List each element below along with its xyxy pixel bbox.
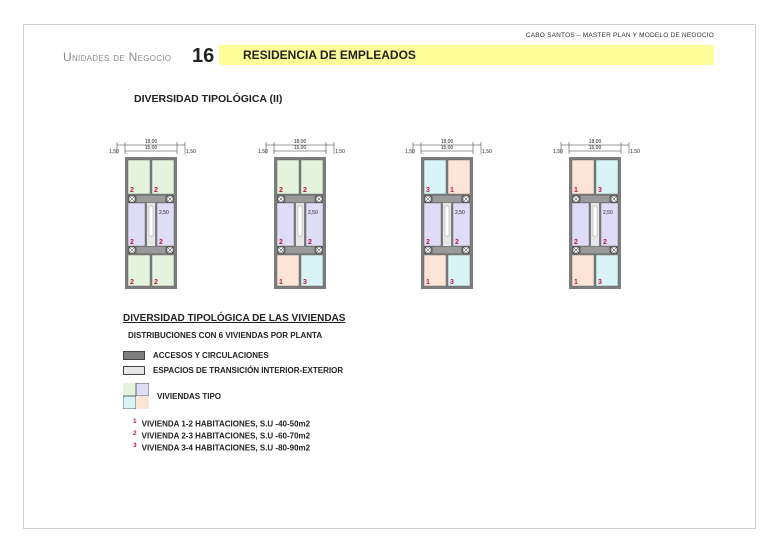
vivienda-type-marker: 1 xyxy=(574,187,578,194)
vivienda-type-3-marker: 3 xyxy=(133,442,137,449)
dimension-side-left: 1,50 xyxy=(258,149,268,155)
patio xyxy=(298,206,302,236)
patio xyxy=(149,206,153,236)
vivienda-type-marker: 3 xyxy=(426,187,430,194)
dimension-inner: 15,00 xyxy=(588,145,602,151)
vivienda-type-marker: 1 xyxy=(450,187,454,194)
dimension-total: 18,00 xyxy=(588,139,602,145)
accesos-swatch xyxy=(123,351,145,360)
vivienda-type-marker: 2 xyxy=(130,239,134,246)
dimension-inner: 15,00 xyxy=(440,145,454,151)
vivienda-type-marker: 2 xyxy=(279,239,283,246)
floor-plan-2 xyxy=(258,139,345,289)
vivienda-type-marker: 3 xyxy=(598,187,602,194)
vivienda-type-marker: 1 xyxy=(426,279,430,286)
vivienda-type-marker: 2 xyxy=(154,187,158,194)
vivienda-type-marker: 2 xyxy=(279,187,283,194)
dimension-core: 2,50 xyxy=(308,210,318,216)
diagram-subtitle: DIVERSIDAD TIPOLÓGICA (II) xyxy=(134,93,283,105)
access-circulation xyxy=(581,196,609,202)
document-title: CABO SANTOS – MASTER PLAN Y MODELO DE NEGOCIO xyxy=(525,32,714,39)
vivienda-type-marker: 2 xyxy=(603,239,607,246)
dimension-core: 2,50 xyxy=(455,210,465,216)
legend-subheading: DISTRIBUCIONES CON 6 VIVIENDAS POR PLANTA xyxy=(128,331,323,340)
floor-plan-1 xyxy=(109,139,196,289)
dimension-side-right: 1,50 xyxy=(335,149,345,155)
vivienda-type-marker: 2 xyxy=(308,239,312,246)
dimension-total: 18,00 xyxy=(293,139,307,145)
section-label: Unidades de Negocio xyxy=(63,50,172,64)
vivienda-type-marker: 1 xyxy=(279,279,283,286)
dimension-side-right: 1,50 xyxy=(630,149,640,155)
vivienda-type-marker: 1 xyxy=(574,279,578,286)
vivienda-type-marker: 2 xyxy=(574,239,578,246)
vivienda-type-marker: 3 xyxy=(598,279,602,286)
dimension-side-left: 1,50 xyxy=(109,149,119,155)
vivienda-type-marker: 2 xyxy=(426,239,430,246)
vivienda-type-3 xyxy=(133,442,310,453)
dimension-inner: 15,00 xyxy=(293,145,307,151)
accesos-label: ACCESOS Y CIRCULACIONES xyxy=(153,351,269,360)
dimension-inner: 15,00 xyxy=(144,145,158,151)
vivienda-type-2-marker: 2 xyxy=(133,430,137,437)
vivienda-type-marker: 2 xyxy=(159,239,163,246)
access-circulation xyxy=(433,247,461,253)
vivienda-type-2 xyxy=(133,430,310,441)
patio xyxy=(593,206,597,236)
access-circulation xyxy=(137,196,165,202)
access-circulation xyxy=(581,247,609,253)
dimension-side-left: 1,50 xyxy=(553,149,563,155)
vivienda-type-marker: 2 xyxy=(130,187,134,194)
vivienda-type-marker: 2 xyxy=(455,239,459,246)
transicion-swatch xyxy=(123,366,145,375)
legend-accesos xyxy=(123,351,269,360)
access-circulation xyxy=(286,247,314,253)
vivienda-type-marker: 2 xyxy=(303,187,307,194)
access-circulation xyxy=(433,196,461,202)
viviendas-tipo-icon xyxy=(123,383,149,409)
dimension-side-left: 1,50 xyxy=(405,149,415,155)
vivienda-type-1-marker: 1 xyxy=(133,418,137,425)
section-title: RESIDENCIA DE EMPLEADOS xyxy=(243,48,416,62)
dimension-core: 2,50 xyxy=(159,210,169,216)
section-number: 16 xyxy=(192,45,215,67)
vivienda-type-marker: 3 xyxy=(303,279,307,286)
dimension-core: 2,50 xyxy=(603,210,613,216)
access-circulation xyxy=(286,196,314,202)
vivienda-type-3-label: VIVIENDA 3-4 HABITACIONES, S.U -80-90m2 xyxy=(141,443,311,453)
vivienda-type-marker: 3 xyxy=(450,279,454,286)
transicion-label: ESPACIOS DE TRANSICIÓN INTERIOR-EXTERIOR xyxy=(153,366,344,375)
dimension-side-right: 1,50 xyxy=(186,149,196,155)
floor-plan-4 xyxy=(553,139,640,289)
legend-transicion xyxy=(123,366,343,375)
vivienda-type-marker: 2 xyxy=(154,279,158,286)
dimension-total: 18,00 xyxy=(440,139,454,145)
viviendas-tipo-label: VIVIENDAS TIPO xyxy=(157,392,222,401)
access-circulation xyxy=(137,247,165,253)
legend-heading: DIVERSIDAD TIPOLÓGICA DE LAS VIVIENDAS xyxy=(123,313,346,324)
dimension-total: 18,00 xyxy=(144,139,158,145)
vivienda-type-marker: 2 xyxy=(130,279,134,286)
vivienda-type-2-label: VIVIENDA 2-3 HABITACIONES, S.U -60-70m2 xyxy=(141,431,311,441)
floor-plan-3 xyxy=(405,139,492,289)
vivienda-type-1-label: VIVIENDA 1-2 HABITACIONES, S.U -40-50m2 xyxy=(141,419,311,429)
patio xyxy=(445,206,449,236)
vivienda-type-1 xyxy=(133,418,310,429)
dimension-side-right: 1,50 xyxy=(482,149,492,155)
